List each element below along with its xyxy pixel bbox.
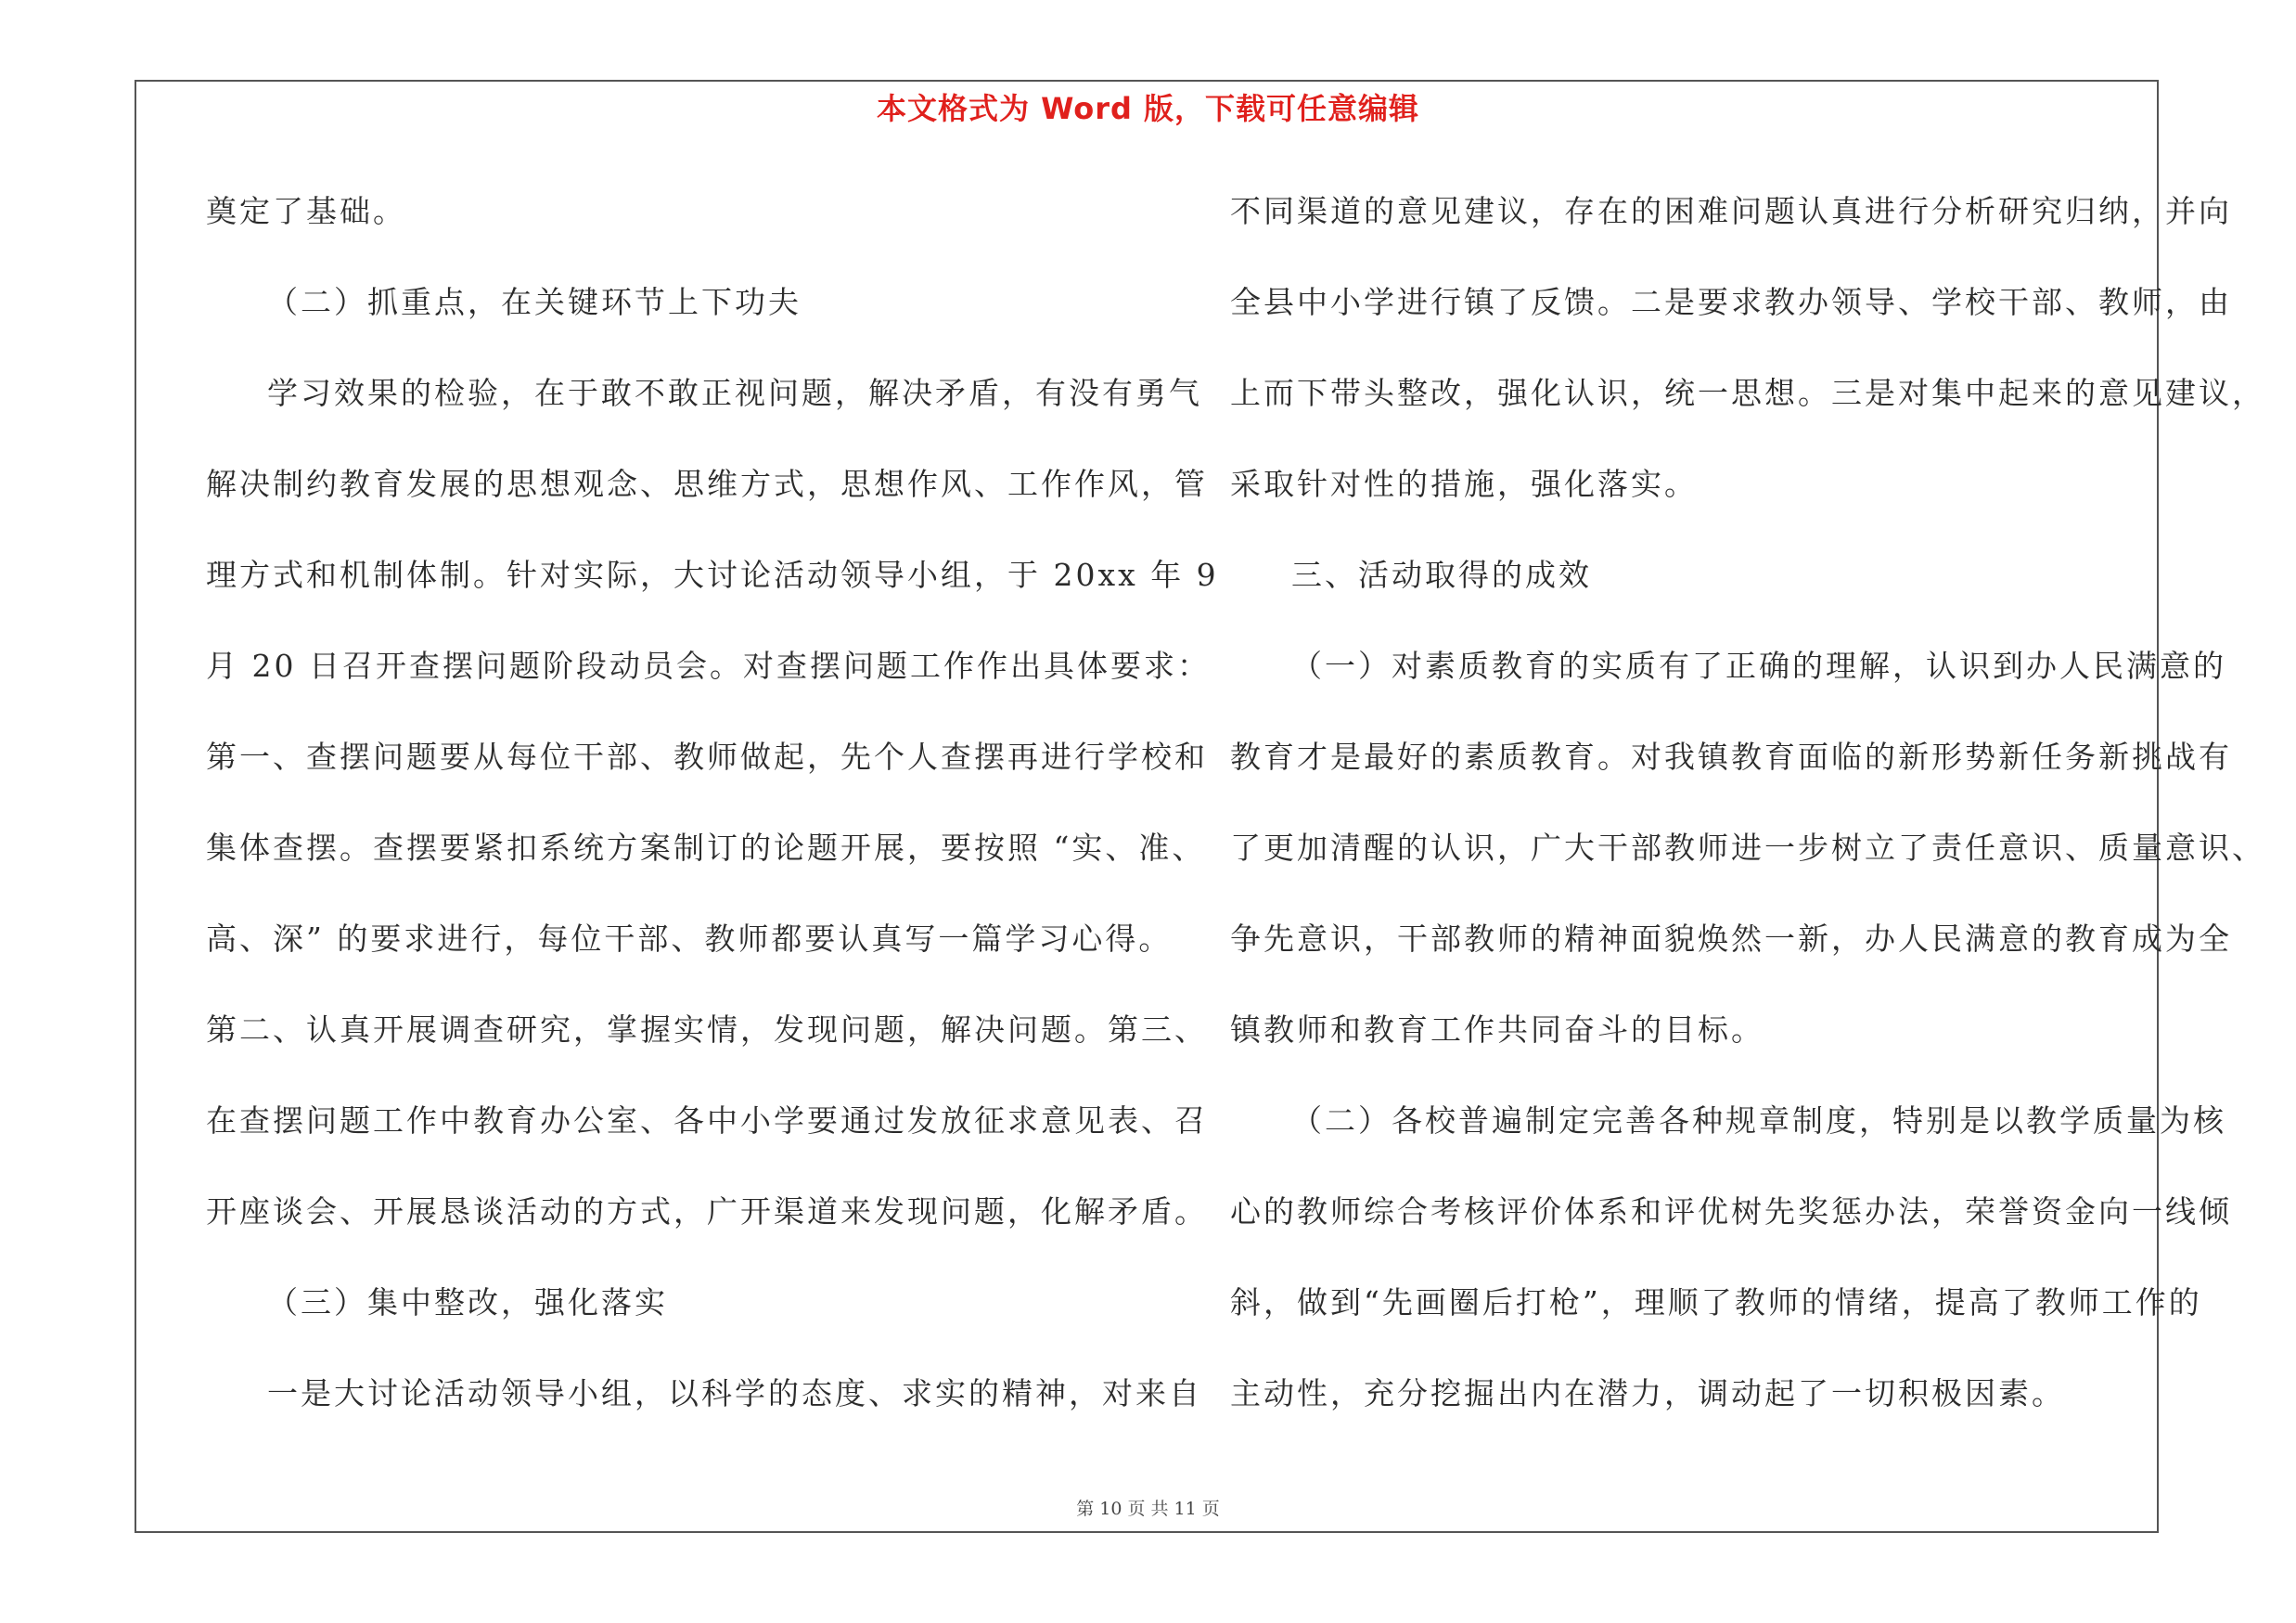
paragraph-line: （一）对素质教育的实质有了正确的理解，认识到办人民满意的	[1291, 648, 2226, 684]
paragraph-line: 第二、认真开展调查研究，掌握实情，发现问题，解决问题。第三、	[206, 1011, 1208, 1048]
paragraph-line: 争先意识，干部教师的精神面貌焕然一新，办人民满意的教育成为全	[1230, 921, 2232, 957]
paragraph-line: 三、活动取得的成效	[1291, 557, 1592, 593]
footer-middle: 页 共	[1127, 1499, 1169, 1519]
word-format-banner: 本文格式为 Word 版，下载可任意编辑	[876, 91, 1420, 126]
paragraph-line: 心的教师综合考核评价体系和评优树先奖惩办法，荣誉资金向一线倾	[1230, 1193, 2232, 1230]
paragraph-line: 第一、查摆问题要从每位干部、教师做起，先个人查摆再进行学校和	[206, 739, 1208, 775]
paragraph-line: 了更加清醒的认识，广大干部教师进一步树立了责任意识、质量意识、	[1230, 830, 2265, 866]
paragraph-line: （二）抓重点，在关键环节上下功夫	[267, 284, 802, 320]
paragraph-line: 教育才是最好的素质教育。对我镇教育面临的新形势新任务新挑战有	[1230, 739, 2232, 775]
paragraph-line: 全县中小学进行镇了反馈。二是要求教办领导、学校干部、教师，由	[1230, 284, 2232, 320]
page-footer	[0, 1498, 2296, 1520]
paragraph-line: 斜，做到“先画圈后打枪”，理顺了教师的情绪，提高了教师工作的	[1230, 1284, 2202, 1320]
footer-page-number: 10	[1099, 1499, 1122, 1519]
left-text-column	[206, 184, 1219, 1457]
paragraph-line: 集体查摆。查摆要紧扣系统方案制订的论题开展，要按照 “实、准、	[206, 830, 1206, 866]
paragraph-line: 理方式和机制体制。针对实际，大讨论活动领导小组，于 20xx 年 9	[206, 557, 1219, 593]
paragraph-line: 不同渠道的意见建议，存在的困难问题认真进行分析研究归纳，并向	[1230, 193, 2232, 229]
paragraph-line: 奠定了基础。	[206, 193, 406, 229]
paragraph-line: 在查摆问题工作中教育办公室、各中小学要通过发放征求意见表、召	[206, 1102, 1208, 1139]
paragraph-line: 镇教师和教育工作共同奋斗的目标。	[1230, 1011, 1764, 1048]
paragraph-line: 上而下带头整改，强化认识，统一思想。三是对集中起来的意见建议，	[1230, 375, 2265, 411]
footer-prefix: 第	[1076, 1499, 1095, 1519]
paragraph-line: 主动性，充分挖掘出内在潜力，调动起了一切积极因素。	[1230, 1375, 2065, 1411]
paragraph-line: （三）集中整改，强化落实	[267, 1284, 668, 1320]
paragraph-line: 采取针对性的措施，强化落实。	[1230, 466, 1698, 502]
paragraph-line: 月 20 日召开查摆问题阶段动员会。对查摆问题工作作出具体要求：	[206, 648, 1211, 684]
right-text-column	[1230, 184, 2265, 1457]
paragraph-line: （二）各校普遍制定完善各种规章制度，特别是以教学质量为核	[1291, 1102, 2226, 1139]
paragraph-line: 学习效果的检验，在于敢不敢正视问题，解决矛盾，有没有勇气	[267, 375, 1202, 411]
paragraph-line: 解决制约教育发展的思想观念、思维方式，思想作风、工作作风，管	[206, 466, 1208, 502]
paragraph-line: 一是大讨论活动领导小组，以科学的态度、求实的精神，对来自	[267, 1375, 1202, 1411]
paragraph-line: 高、深” 的要求进行，每位干部、教师都要认真写一篇学习心得。	[206, 921, 1173, 957]
footer-suffix: 页	[1201, 1499, 1220, 1519]
footer-total-pages: 11	[1174, 1499, 1197, 1519]
paragraph-line: 开座谈会、开展恳谈活动的方式，广开渠道来发现问题，化解矛盾。	[206, 1193, 1208, 1230]
